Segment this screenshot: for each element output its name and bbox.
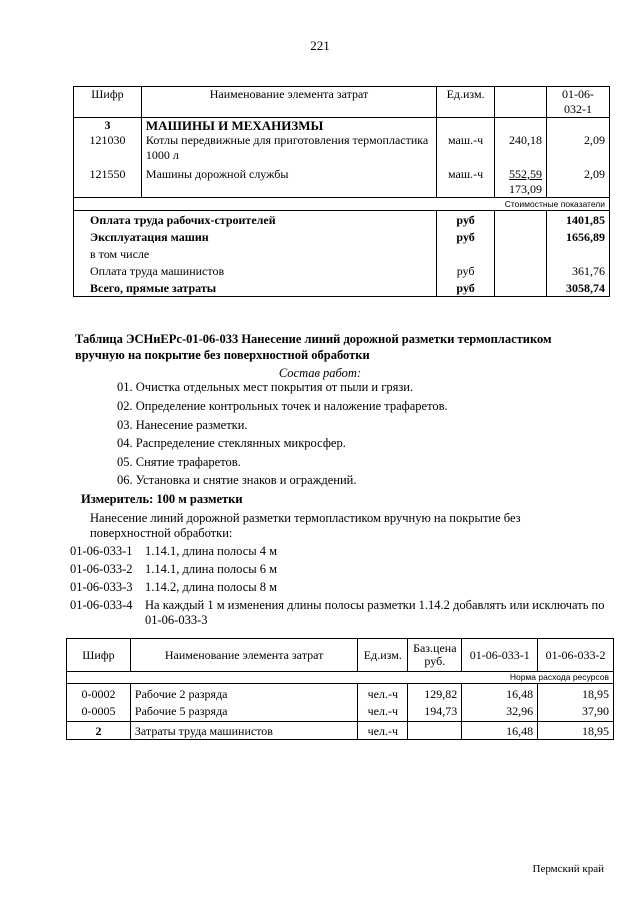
total-unit: руб: [437, 262, 495, 279]
section-code: 3: [74, 118, 142, 134]
row-name: Затраты труда машинистов: [130, 722, 357, 740]
code-text: На каждый 1 м изменения длины полосы разметки 1.14.2 добавлять или исключать по 01-06-033-3: [145, 598, 605, 627]
header-price: [495, 87, 547, 118]
total-name: в том числе: [74, 245, 437, 262]
section-row: [74, 118, 610, 134]
total-row: [74, 245, 610, 262]
footer-region: Пермский край: [532, 863, 604, 875]
table-row: [67, 702, 614, 722]
row-code: 2: [67, 722, 131, 740]
table-row: [67, 684, 614, 703]
row-value: 2,09: [547, 133, 610, 163]
row-price: [408, 722, 462, 740]
work-item: 02. Определение контрольных точек и наложение трафаретов.: [117, 399, 448, 413]
row-price: 129,82: [408, 684, 462, 703]
work-item: 04. Распределение стеклянных микросфер.: [117, 436, 346, 450]
total-unit: руб: [437, 279, 495, 297]
table-header-row: [67, 639, 614, 672]
header-unit: Ед.изм.: [437, 87, 495, 118]
total-value: 361,76: [547, 262, 610, 279]
work-item: 05. Снятие трафаретов.: [117, 455, 241, 469]
row-price: 194,73: [408, 702, 462, 722]
header-norm: 01-06-032-1: [547, 87, 610, 118]
row-unit: маш.-ч: [437, 133, 495, 163]
code-text: 1.14.1, длина полосы 4 м: [145, 544, 278, 558]
table-title: Таблица ЭСНиЕРс-01-06-033 Нанесение линий дорожной разметки термопластиком вручную на покрытие без поверхностной обработки: [75, 332, 552, 362]
row-name: Машины дорожной службы: [141, 163, 436, 198]
row-unit: чел.-ч: [358, 722, 408, 740]
row-name: Котлы передвижные для приготовления термопластика 1000 л: [141, 133, 436, 163]
page-number: 221: [310, 38, 330, 53]
code-text: 1.14.1, длина полосы 6 м: [145, 562, 278, 576]
row-price-secondary: 173,09: [509, 182, 543, 196]
row-price: 552,59: [509, 167, 543, 181]
row-code: 121030: [74, 133, 142, 163]
header-unit: Ед.изм.: [358, 639, 408, 672]
resource-table-032: [73, 86, 610, 297]
total-value: 1656,89: [547, 228, 610, 245]
total-name: Всего, прямые затраты: [74, 279, 437, 297]
row-name: Рабочие 2 разряда: [130, 684, 357, 703]
code-item: [70, 562, 277, 577]
total-value: 3058,74: [547, 279, 610, 297]
total-name: Эксплуатация машин: [74, 228, 437, 245]
row-name: Рабочие 5 разряда: [130, 702, 357, 722]
code-item: [70, 598, 615, 628]
header-price: Баз.цена руб.: [408, 639, 462, 672]
resource-table-033: [66, 638, 614, 740]
measurement-unit: Измеритель: 100 м разметки: [81, 492, 243, 506]
code-label: 01-06-033-3: [70, 580, 133, 594]
total-name: Оплата труда машинистов: [74, 262, 437, 279]
description: Нанесение линий дорожной разметки термопластиком вручную на покрытие без поверхностной обработки:: [90, 511, 521, 540]
row-code: 0-0005: [67, 702, 131, 722]
row-value-1: 16,48: [462, 684, 538, 703]
row-value: 2,09: [547, 163, 610, 198]
total-name: Оплата труда рабочих-строителей: [74, 211, 437, 229]
header-code: Шифр: [74, 87, 142, 118]
table-row: [67, 722, 614, 740]
work-item: 03. Нанесение разметки.: [117, 418, 248, 432]
row-value-2: 37,90: [538, 702, 614, 722]
row-code: 0-0002: [67, 684, 131, 703]
work-item: 01. Очистка отдельных мест покрытия от пыли и грязи.: [117, 380, 414, 394]
norm-label-row: [67, 672, 614, 684]
row-unit: маш.-ч: [437, 163, 495, 198]
row-value-2: 18,95: [538, 684, 614, 703]
table-header-row: [74, 87, 610, 118]
header-name: Наименование элемента затрат: [130, 639, 357, 672]
row-value-2: 18,95: [538, 722, 614, 740]
code-text: 1.14.2, длина полосы 8 м: [145, 580, 278, 594]
row-price: 240,18: [495, 133, 547, 163]
total-row: [74, 211, 610, 229]
row-value-1: 16,48: [462, 722, 538, 740]
work-composition-label: Состав работ:: [278, 366, 362, 380]
total-unit: руб: [437, 211, 495, 229]
total-row: [74, 228, 610, 245]
work-item: 06. Установка и снятие знаков и ограждений.: [117, 473, 357, 487]
total-row: [74, 262, 610, 279]
table-row: [74, 163, 610, 198]
header-norm-1: 01-06-033-1: [462, 639, 538, 672]
header-name: Наименование элемента затрат: [141, 87, 436, 118]
row-unit: чел.-ч: [358, 702, 408, 722]
section-title: МАШИНЫ И МЕХАНИЗМЫ: [141, 118, 436, 134]
code-item: [70, 544, 277, 559]
total-unit: руб: [437, 228, 495, 245]
code-label: 01-06-033-2: [70, 562, 133, 576]
row-code: 121550: [74, 163, 142, 198]
code-label: 01-06-033-4: [70, 598, 133, 612]
header-code: Шифр: [67, 639, 131, 672]
row-value-1: 32,96: [462, 702, 538, 722]
norm-label: Норма расхода ресурсов: [67, 672, 614, 684]
total-value: 1401,85: [547, 211, 610, 229]
code-label: 01-06-033-1: [70, 544, 133, 558]
table-row: [74, 133, 610, 163]
code-item: [70, 580, 277, 595]
cost-label-row: [74, 198, 610, 211]
total-row: [74, 279, 610, 297]
row-unit: чел.-ч: [358, 684, 408, 703]
cost-label: Стоимостные показатели: [74, 198, 610, 211]
header-norm-2: 01-06-033-2: [538, 639, 614, 672]
